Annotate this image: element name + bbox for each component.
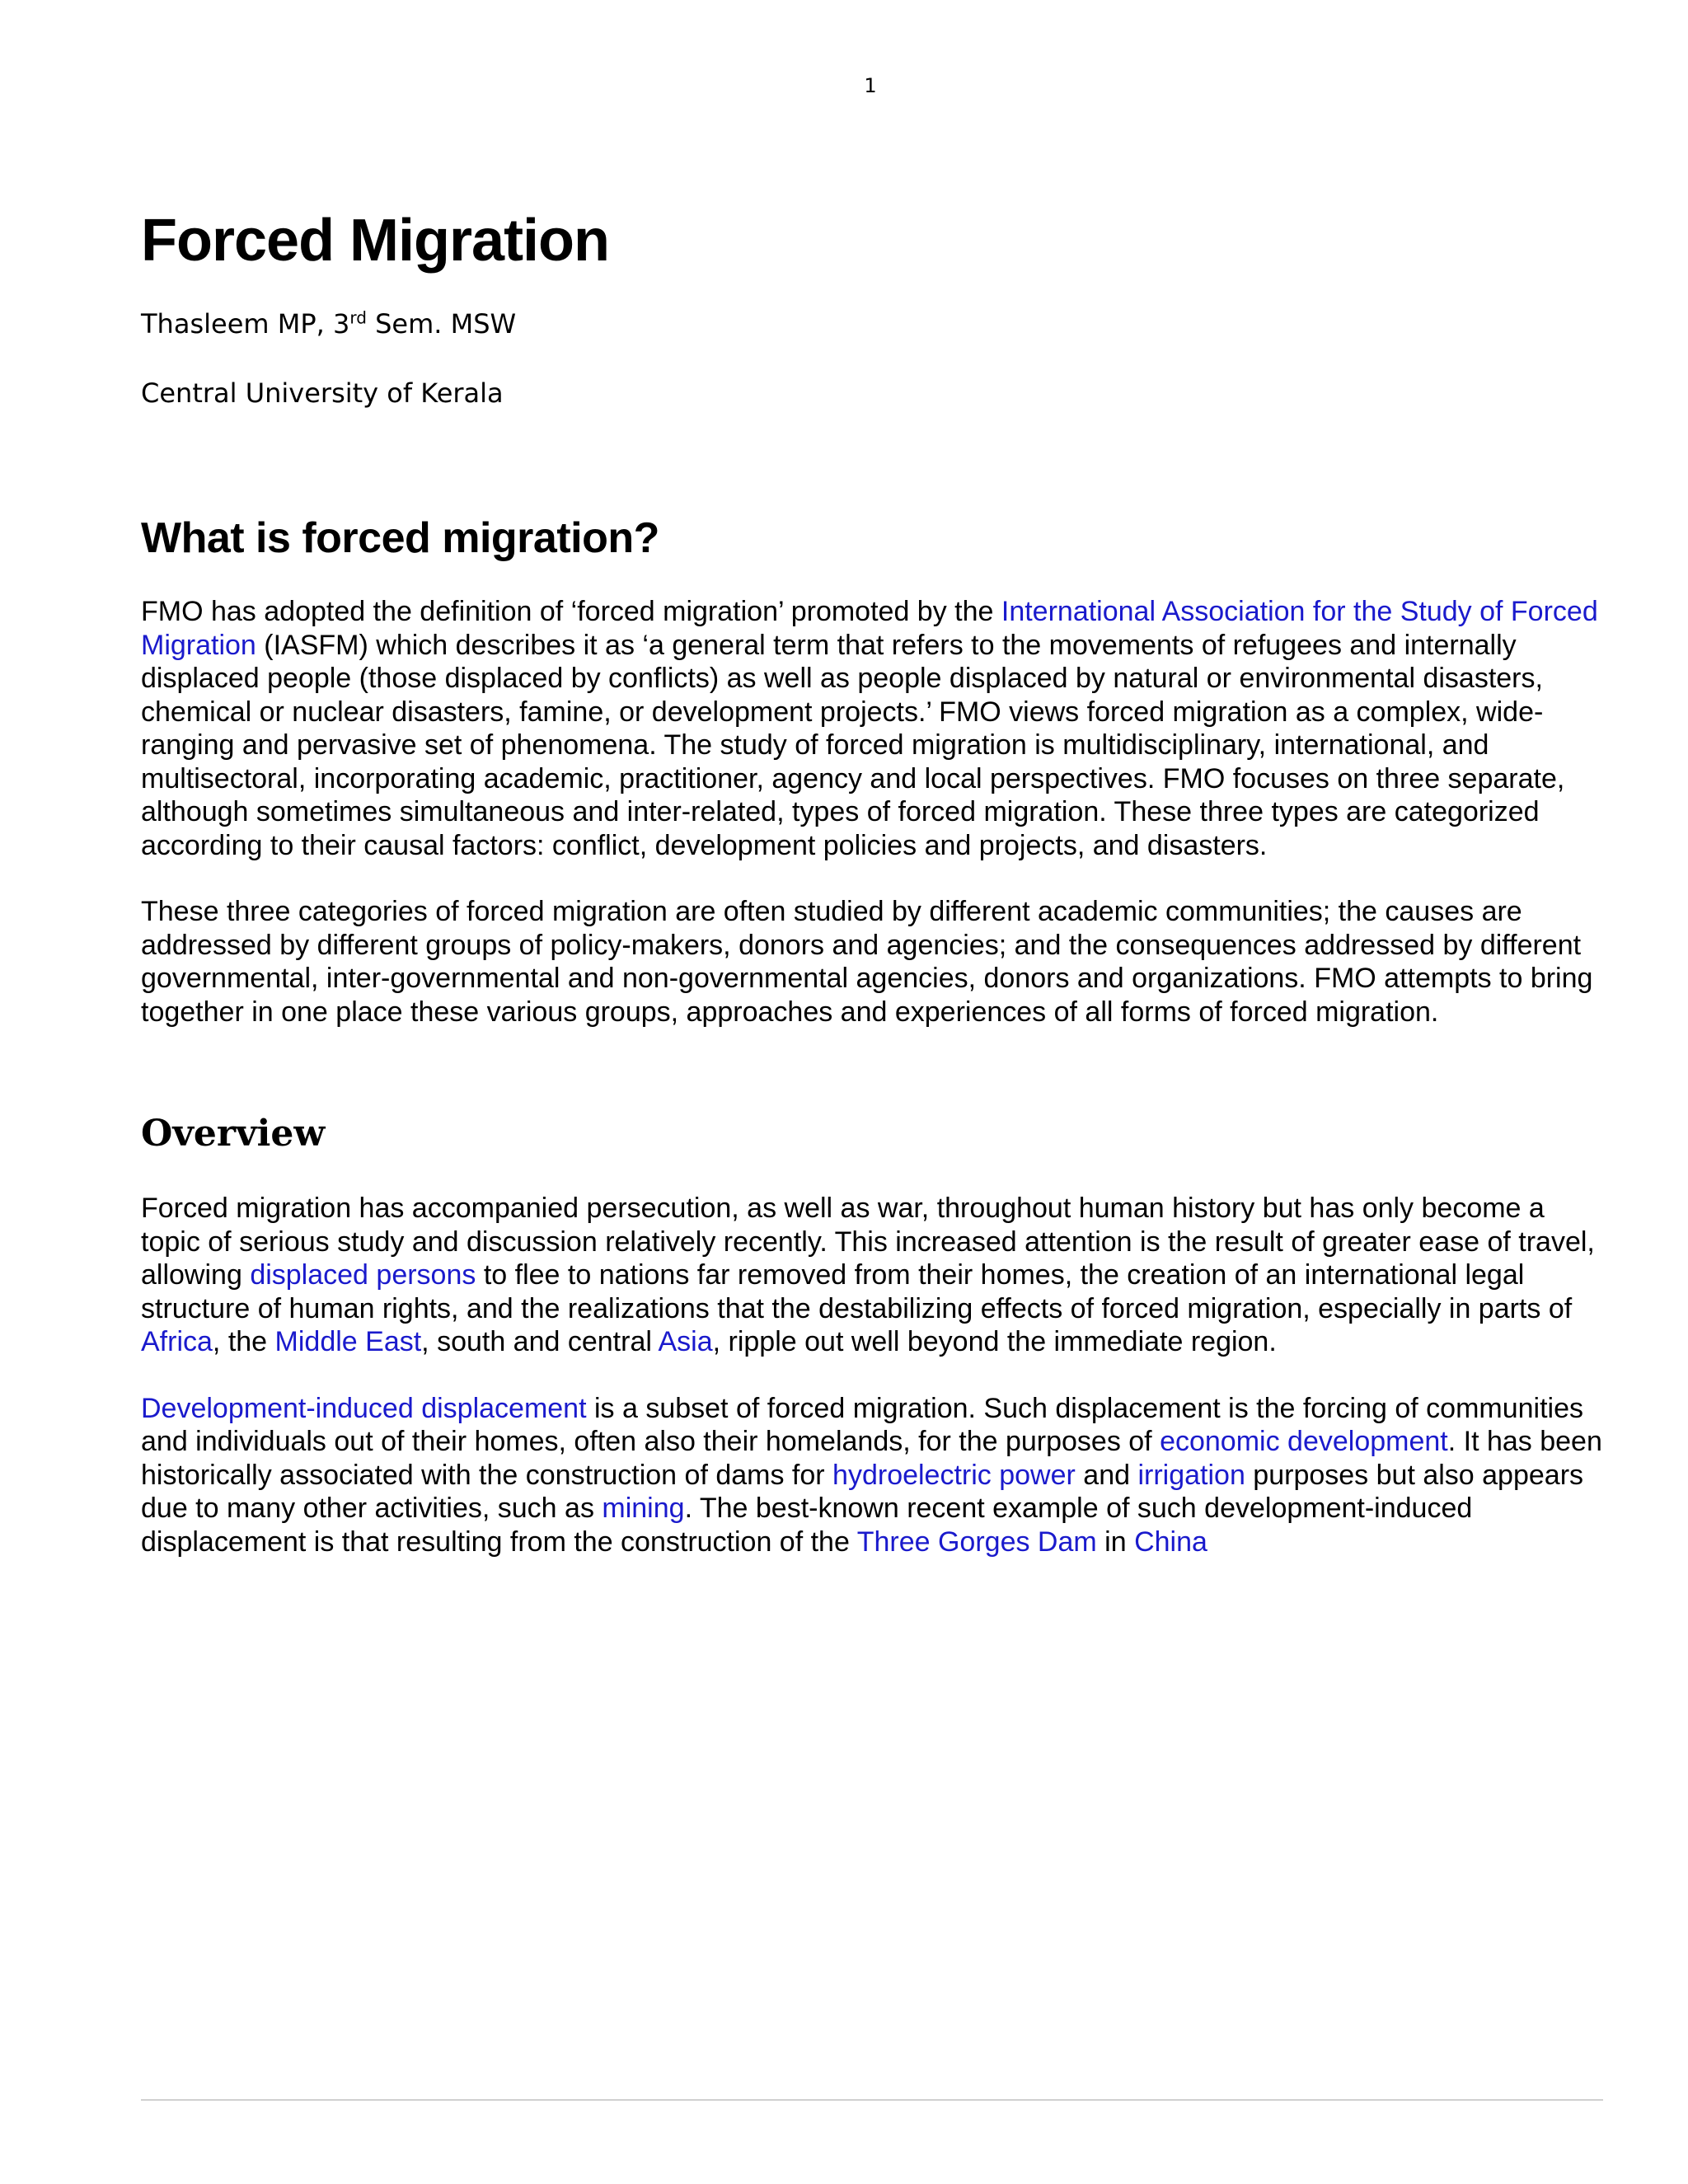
link-iasfm[interactable]: International Association for the Study of Forced Migration (141, 596, 1598, 661)
paragraph-text: to flee to nations far removed from their homes, the creation of an international legal structure of human rights, and the realizations that the destabilizing effects of forced migration, especially in parts of (141, 1259, 1573, 1324)
link-irrigation[interactable]: irrigation (1137, 1459, 1245, 1491)
paragraph-text: Forced migration has accompanied persecution, as well as war, throughout human history but has only become a topic of serious study and discussion relatively recently. This increased attention is the result of greater ease of travel, allowing (141, 1193, 1595, 1291)
section-heading-overview: Overview (141, 1113, 326, 1155)
paragraph-text: purposes but also appears due to many other activities, such as (141, 1459, 1584, 1524)
paragraph-text: , south and central (421, 1326, 659, 1357)
link-economic-development[interactable]: economic development (1160, 1426, 1448, 1457)
paragraph-categories: These three categories of forced migration are often studied by different academic communities; the causes are addressed by different groups of policy-makers, donors and agencies; and the consequences addressed by different governmental, inter-governmental and non-governmental agencies, donors and organizations. FMO attempts to bring together in one place these various groups, approaches and experiences of all forms of forced migration. (141, 896, 1593, 1028)
section-heading-what-is-forced-migration: What is forced migration? (141, 514, 659, 562)
link-china[interactable]: China (1134, 1526, 1207, 1558)
paragraph-text: , the (212, 1326, 275, 1357)
link-middle-east[interactable]: Middle East (274, 1326, 422, 1357)
footer-divider (141, 2099, 1603, 2101)
link-asia[interactable]: Asia (658, 1326, 713, 1357)
link-mining[interactable]: mining (602, 1493, 685, 1524)
document-title: Forced Migration (141, 208, 610, 274)
author-name: Thasleem MP, 3 (141, 308, 350, 340)
author-line (141, 307, 1608, 341)
link-development-induced-displacement[interactable]: Development-induced displacement (141, 1392, 587, 1424)
paragraph-development-displacement (141, 1392, 1608, 1559)
document-body (141, 201, 1608, 1558)
author-ordinal-superscript: rd (349, 307, 367, 328)
link-displaced-persons[interactable]: displaced persons (250, 1259, 476, 1291)
paragraph-text: . The best-known recent example of such development-induced displacement is that resulting from the construction of the (141, 1493, 1473, 1558)
paragraph-text: in (1096, 1526, 1135, 1558)
page-number: 1 (864, 74, 877, 97)
link-hydroelectric-power[interactable]: hydroelectric power (832, 1459, 1076, 1491)
paragraph-text: . It has been historically associated with the construction of dams for (141, 1426, 1602, 1491)
link-africa[interactable]: Africa (141, 1326, 213, 1357)
paragraph-text: is a subset of forced migration. Such displacement is the forcing of communities and individuals out of their homes, often also their homelands, for the purposes of (141, 1392, 1583, 1457)
paragraph-text: FMO has adopted the definition of ‘forced migration’ promoted by the (141, 596, 1001, 627)
author-program: Sem. MSW (366, 308, 517, 340)
paragraph-text: , ripple out well beyond the immediate region. (712, 1326, 1277, 1357)
paragraph-definition (141, 595, 1608, 862)
paragraph-text: and (1075, 1459, 1138, 1491)
link-three-gorges-dam[interactable]: Three Gorges Dam (856, 1526, 1097, 1558)
institution-line: Central University of Kerala (141, 377, 504, 409)
paragraph-text: (IASFM) which describes it as ‘a general term that refers to the movements of refugees and internally displaced people (those displaced by conflicts) as well as people displaced by natural or environmental disasters, chemical or nuclear disasters, famine, or development projects.’ FMO views forced migration as a complex, wide-ranging and pervasive set of phenomena. The study of forced migration is multidisciplinary, international, and multisectoral, incorporating academic, practitioner, agency and local perspectives. FMO focuses on three separate, although sometimes simultaneous and inter-related, types of forced migration. These three types are categorized according to their causal factors: conflict, development policies and projects, and disasters. (141, 629, 1565, 861)
paragraph-overview (141, 1192, 1608, 1359)
